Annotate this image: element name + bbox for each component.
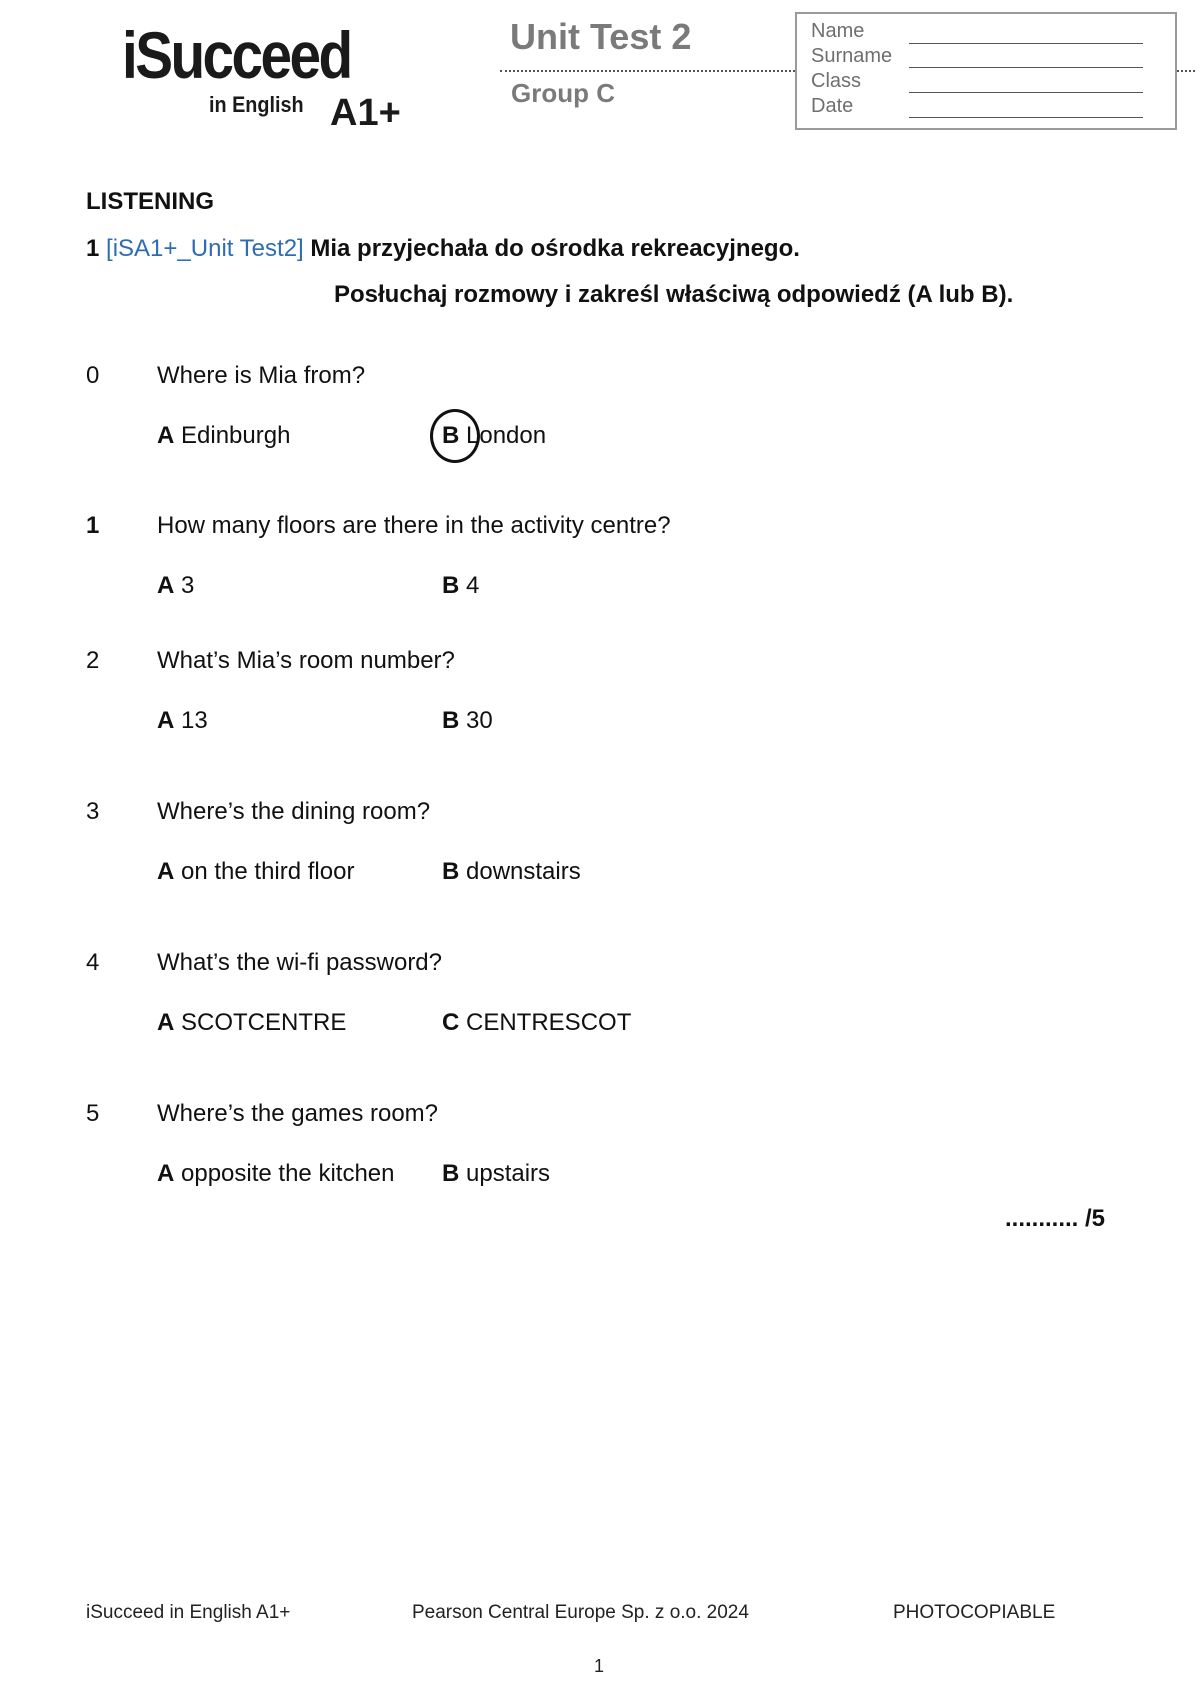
date-label: Date bbox=[811, 95, 854, 117]
option-letter: A bbox=[157, 1009, 175, 1036]
option-letter: A bbox=[157, 858, 175, 885]
option-a[interactable] bbox=[157, 858, 354, 886]
option-a[interactable] bbox=[157, 572, 194, 600]
question-number: 2 bbox=[86, 647, 100, 674]
logo-subtitle: in English bbox=[209, 92, 304, 117]
option-text: on the third floor bbox=[174, 858, 355, 885]
option-text: downstairs bbox=[459, 858, 581, 885]
question-text: Where’s the games room? bbox=[157, 1100, 439, 1127]
footer-photocopiable: PHOTOCOPIABLE bbox=[893, 1602, 1056, 1623]
option-letter: B bbox=[442, 707, 460, 734]
option-b[interactable] bbox=[442, 572, 479, 600]
question-number: 0 bbox=[86, 362, 100, 389]
date-line[interactable] bbox=[909, 117, 1143, 118]
option-b[interactable] bbox=[442, 707, 493, 735]
option-letter: A bbox=[157, 1160, 175, 1187]
score-field: ........... /5 bbox=[1005, 1205, 1106, 1232]
question-number: 1 bbox=[86, 512, 100, 539]
option-letter: B bbox=[442, 422, 460, 449]
question-number: 3 bbox=[86, 798, 100, 825]
surname-line[interactable] bbox=[909, 67, 1143, 68]
test-title: Unit Test 2 bbox=[510, 16, 692, 57]
task-instruction-line2: Posłuchaj rozmowy i zakreśl właściwą odpowiedź (A lub B). bbox=[334, 281, 1014, 308]
option-letter: B bbox=[442, 1160, 460, 1187]
question-number: 4 bbox=[86, 949, 100, 976]
option-text: 4 bbox=[459, 572, 480, 599]
question-text: How many floors are there in the activity centre? bbox=[157, 512, 671, 539]
option-a[interactable] bbox=[157, 422, 290, 450]
surname-label: Surname bbox=[811, 45, 893, 67]
answer-circle-mark bbox=[430, 409, 480, 463]
option-text: 3 bbox=[174, 572, 195, 599]
question-number: 5 bbox=[86, 1100, 100, 1127]
task-instruction-line1: Mia przyjechała do ośrodka rekreacyjnego. bbox=[310, 235, 800, 262]
option-letter: A bbox=[157, 707, 175, 734]
name-label: Name bbox=[811, 20, 865, 42]
option-text: London bbox=[459, 422, 547, 449]
question-text: Where is Mia from? bbox=[157, 362, 366, 389]
option-a[interactable] bbox=[157, 1160, 395, 1188]
option-letter: A bbox=[157, 422, 175, 449]
question-text: What’s Mia’s room number? bbox=[157, 647, 455, 674]
section-heading: LISTENING bbox=[86, 188, 215, 215]
option-letter: B bbox=[442, 572, 460, 599]
option-letter: C bbox=[442, 1009, 460, 1036]
task-number: 1 bbox=[86, 235, 100, 262]
option-a[interactable] bbox=[157, 1009, 346, 1037]
option-c[interactable] bbox=[442, 1009, 631, 1037]
option-text: 13 bbox=[174, 707, 208, 734]
option-text: 30 bbox=[459, 707, 493, 734]
question-text: Where’s the dining room? bbox=[157, 798, 431, 825]
class-line[interactable] bbox=[909, 92, 1143, 93]
option-text: upstairs bbox=[459, 1160, 551, 1187]
footer-book-title: iSucceed in English A1+ bbox=[86, 1602, 291, 1623]
option-text: opposite the kitchen bbox=[174, 1160, 395, 1187]
option-a[interactable] bbox=[157, 707, 208, 735]
name-line[interactable] bbox=[909, 43, 1143, 44]
option-text: CENTRESCOT bbox=[459, 1009, 632, 1036]
option-letter: A bbox=[157, 572, 175, 599]
option-b[interactable] bbox=[442, 1160, 550, 1188]
question-text: What’s the wi-fi password? bbox=[157, 949, 442, 976]
logo-level: A1+ bbox=[330, 92, 401, 134]
option-text: Edinburgh bbox=[174, 422, 291, 449]
class-label: Class bbox=[811, 70, 862, 92]
task-reference: [iSA1+_Unit Test2] bbox=[106, 235, 304, 262]
option-b[interactable] bbox=[442, 858, 581, 886]
option-letter: B bbox=[442, 858, 460, 885]
footer-publisher: Pearson Central Europe Sp. z o.o. 2024 bbox=[412, 1602, 749, 1623]
task-instruction bbox=[86, 235, 800, 263]
test-group: Group C bbox=[511, 78, 615, 108]
page-number: 1 bbox=[594, 1656, 605, 1676]
logo-brand: iSucceed bbox=[122, 18, 351, 92]
option-text: SCOTCENTRE bbox=[174, 1009, 347, 1036]
student-info-box bbox=[795, 12, 1177, 130]
